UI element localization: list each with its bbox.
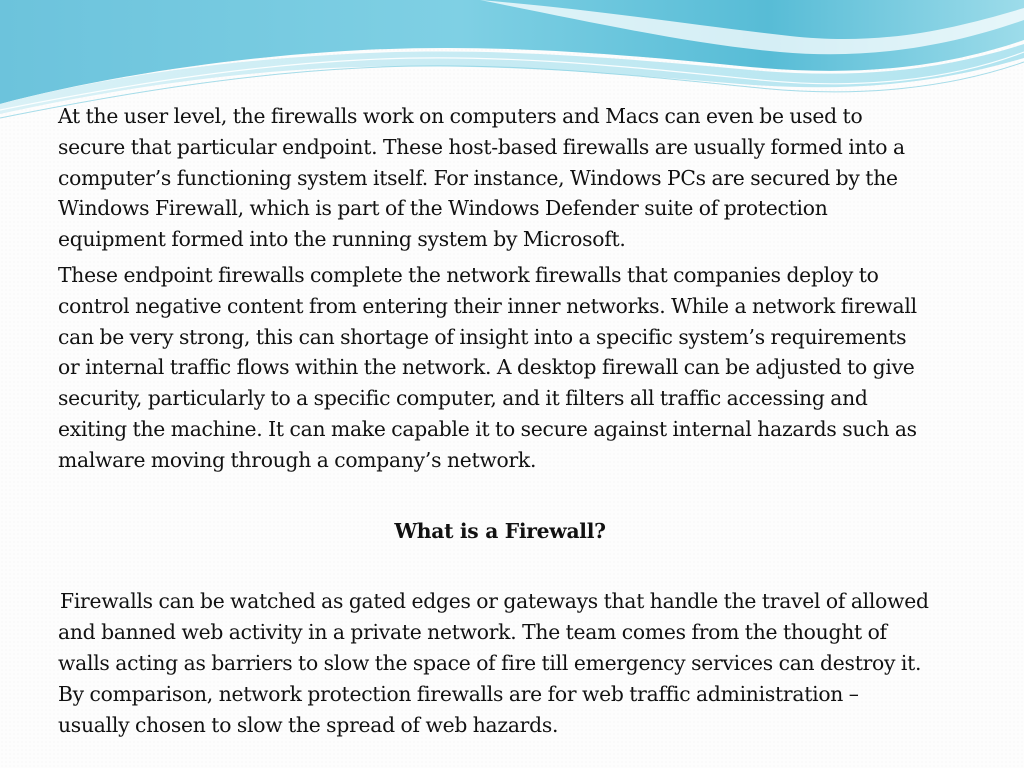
text-line: equipment formed into the running system by Microsoft. <box>58 227 626 252</box>
text-line: security, particularly to a specific computer, and it filters all traffic accessing and <box>58 386 868 411</box>
slide-body <box>58 101 1008 740</box>
text-line: By comparison, network protection firewalls are for web traffic administration – <box>58 681 859 706</box>
text-line: computer’s functioning system itself. For instance, Windows PCs are secured by the <box>58 165 898 190</box>
text-line: secure that particular endpoint. These host-based firewalls are usually formed into a <box>58 134 905 159</box>
text-line: control negative content from entering their inner networks. While a network firewall <box>58 293 917 318</box>
text-line: or internal traffic flows within the network. A desktop firewall can be adjusted to give <box>58 355 915 380</box>
paragraph-host-based-firewalls <box>58 101 1008 255</box>
text-line: and banned web activity in a private network. The team comes from the thought of <box>58 620 887 645</box>
paragraph-endpoint-firewalls <box>58 260 1008 476</box>
text-line: can be very strong, this can shortage of insight into a specific system’s requirements <box>58 324 907 349</box>
text-line: usually chosen to slow the spread of web hazards. <box>58 712 559 737</box>
text-line: malware moving through a company’s network. <box>58 447 537 472</box>
paragraph-what-is-firewall <box>58 586 1008 740</box>
text-line: At the user level, the firewalls work on computers and Macs can even be used to <box>58 104 863 128</box>
text-line: walls acting as barriers to slow the space of fire till emergency services can destroy it. <box>58 650 922 675</box>
text-line: Windows Firewall, which is part of the Windows Defender suite of protection <box>58 196 828 221</box>
text-line: Firewalls can be watched as gated edges or gateways that handle the travel of allowed <box>60 589 929 614</box>
text-line: exiting the machine. It can make capable it to secure against internal hazards such as <box>58 416 917 441</box>
section-heading: What is a Firewall? <box>394 518 606 543</box>
text-line: These endpoint firewalls complete the network firewalls that companies deploy to <box>58 262 879 287</box>
